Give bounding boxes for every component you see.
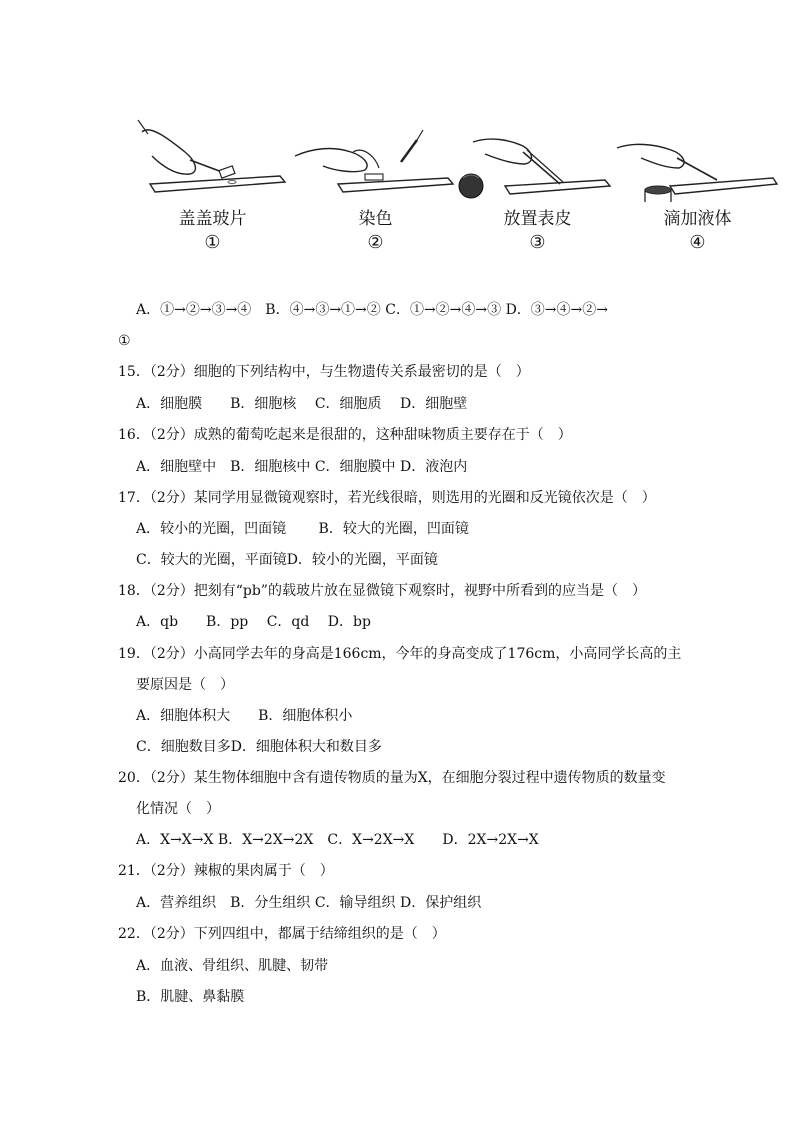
step-place-epidermis xyxy=(455,112,620,262)
step-label: 放置表皮 xyxy=(503,209,572,229)
step-number: ③ xyxy=(529,232,546,253)
q14-options: A．①→②→③→④ B．④→③→①→② C．①→②→④→③ D．③→④→②→ xyxy=(136,302,608,318)
q21-stem: 21．（2分）辣椒的果肉属于（ ） xyxy=(118,863,334,879)
q15-options: A．细胞膜 B．细胞核 C．细胞质 D．细胞壁 xyxy=(136,396,468,412)
q16-options: A．细胞壁中 B．细胞核中 C．细胞膜中 D．液泡内 xyxy=(136,459,468,475)
step-number: ④ xyxy=(689,232,706,253)
step-label: 染色 xyxy=(358,209,393,229)
q17-options-1: A．较小的光圈，凹面镜 B．较大的光圈，凹面镜 xyxy=(136,521,469,537)
step-label: 滴加液体 xyxy=(663,209,732,229)
q16-stem: 16．（2分）成熟的葡萄吃起来是很甜的，这种甜味物质主要存在于（ ） xyxy=(118,427,572,443)
q18-options: A．qb B．pp C．qd D．bp xyxy=(136,614,371,630)
step-number: ① xyxy=(204,232,221,253)
step-label: 盖盖玻片 xyxy=(178,209,247,229)
step-number: ② xyxy=(367,232,384,253)
add-liquid-illustration xyxy=(615,112,780,202)
q22-option-b: B．肌腱、鼻黏膜 xyxy=(136,989,245,1005)
q19-stem-1: 19．（2分）小高同学去年的身高是166cm，今年的身高变成了176cm，小高同学长高的主 xyxy=(118,646,682,662)
q20-stem-1: 20．（2分）某生物体细胞中含有遗传物质的量为X，在细胞分裂过程中遗传物质的数量变 xyxy=(118,770,666,786)
q17-stem: 17．（2分）某同学用显微镜观察时，若光线很暗，则选用的光圈和反光镜依次是（ ） xyxy=(118,490,656,506)
cover-slip-illustration xyxy=(130,112,295,202)
staining-illustration xyxy=(293,112,458,202)
q20-stem-2: 化情况（ ） xyxy=(136,801,220,817)
q22-option-a: A．血液、骨组织、肌腱、韧带 xyxy=(136,958,329,974)
step-add-liquid xyxy=(615,112,780,262)
q18-stem: 18．（2分）把刻有“pb”的载玻片放在显微镜下观察时，视野中所看到的应当是（ ） xyxy=(118,583,646,599)
q14-options-wrap: ① xyxy=(118,333,131,349)
place-epidermis-illustration xyxy=(455,112,620,202)
step-staining xyxy=(293,112,458,262)
q20-options: A．X→X→X B．X→2X→2X C．X→2X→X D．2X→2X→X xyxy=(136,832,539,848)
step-cover-slip xyxy=(130,112,295,262)
q17-options-2: C．较大的光圈，平面镜D．较小的光圈，平面镜 xyxy=(136,552,438,568)
experiment-steps-figure xyxy=(130,112,780,262)
q21-options: A．营养组织 B．分生组织 C．输导组织 D．保护组织 xyxy=(136,895,482,911)
q15-stem: 15．（2分）细胞的下列结构中，与生物遗传关系最密切的是（ ） xyxy=(118,364,530,380)
q22-stem: 22．（2分）下列四组中，都属于结缔组织的是（ ） xyxy=(118,926,446,942)
q19-options-2: C．细胞数目多D．细胞体积大和数目多 xyxy=(136,739,382,755)
q19-options-1: A．细胞体积大 B．细胞体积小 xyxy=(136,708,353,724)
q19-stem-2: 要原因是（ ） xyxy=(136,677,234,693)
